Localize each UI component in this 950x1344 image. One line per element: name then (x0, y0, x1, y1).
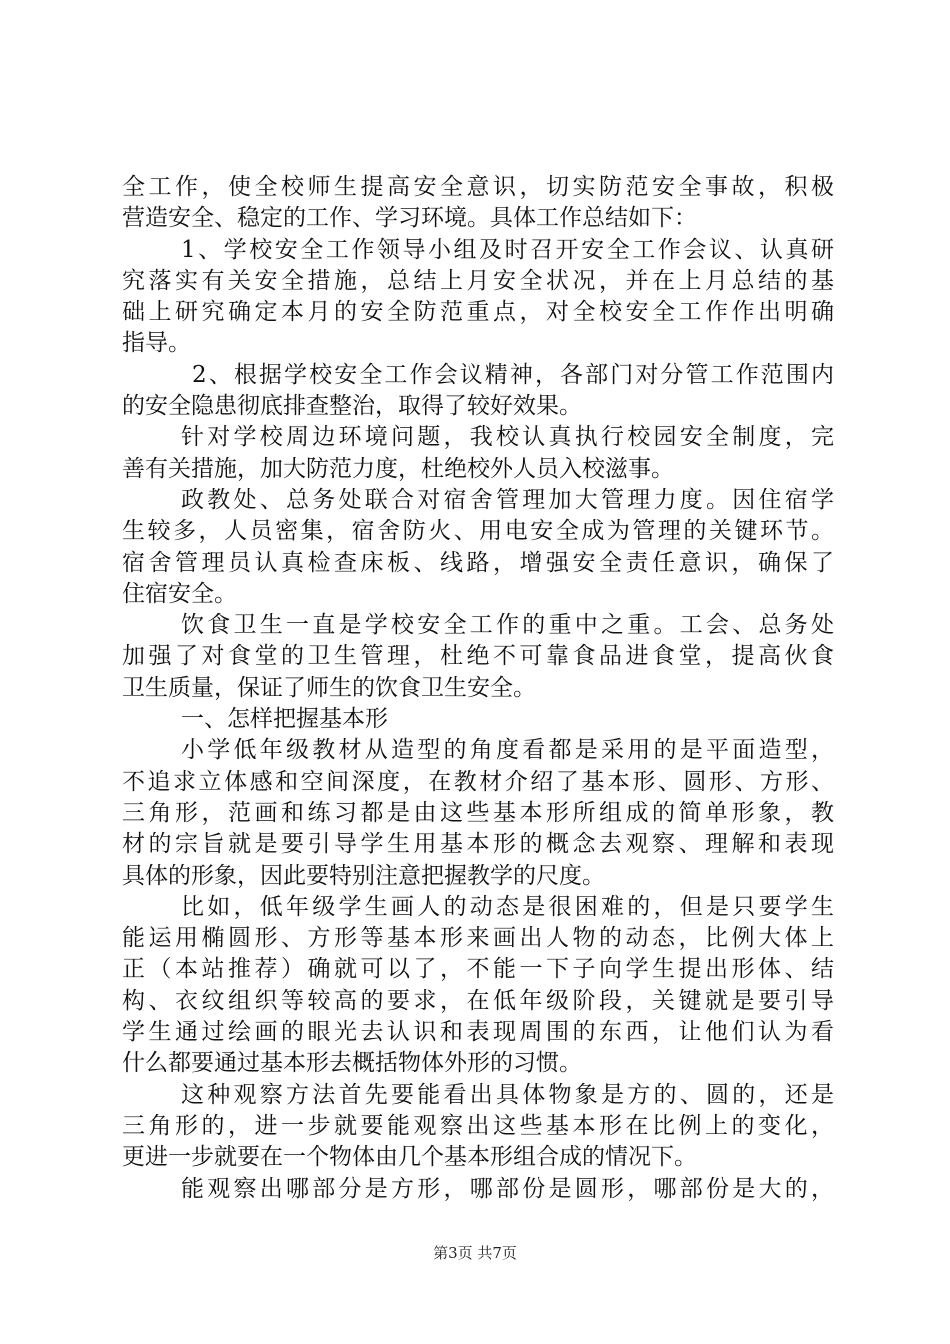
text-line: 这种观察方法首先要能看出具体物象是方的、圆的，还是 (181, 1081, 834, 1108)
text-line: 营造安全、稳定的工作、学习环境。具体工作总结如下： (122, 205, 697, 232)
text-line: 的安全隐患彻底排查整治，取得了较好效果。 (122, 393, 582, 420)
text-line: 能运用椭圆形、方形等基本形来画出人物的动态，比例大体上 (122, 925, 834, 952)
text-line: 础上研究确定本月的安全防范重点，对全校安全工作作出明确 (122, 299, 834, 326)
text-line: 小学低年级教材从造型的角度看都是采用的是平面造型， (181, 737, 834, 764)
text-line: 政教处、总务处联合对宿舍管理加大管理力度。因住宿学 (181, 486, 834, 513)
text-line: 三角形的，进一步就要能观察出这些基本形在比例上的变化， (122, 1112, 834, 1139)
text-line: 学生通过绘画的眼光去认识和表现周围的东西，让他们认为看 (122, 1019, 834, 1046)
section-heading: 一、怎样把握基本形 (181, 706, 388, 733)
text-line: 加强了对食堂的卫生管理，杜绝不可靠食品进食堂，提高伙食 (122, 643, 834, 670)
text-line: 宿舍管理员认真检查床板、线路，增强安全责任意识，确保了 (122, 549, 834, 576)
page-number-footer: 第3页 共7页 (433, 1244, 517, 1262)
text-line: 正（本站推荐）确就可以了，不能一下子向学生提出形体、结 (122, 956, 834, 983)
text-line: 善有关措施，加大防范力度，杜绝校外人员入校滋事。 (122, 455, 674, 482)
text-line: 构、衣纹组织等较高的要求，在低年级阶段，关键就是要引导 (122, 987, 834, 1014)
text-line: 比如，低年级学生画人的动态是很困难的，但是只要学生 (181, 893, 834, 920)
text-line: 针对学校周边环境问题，我校认真执行校园安全制度，完 (181, 424, 834, 451)
text-line: 2、根据学校安全工作会议精神，各部门对分管工作范围内 (192, 361, 834, 388)
text-line: 具体的形象，因此要特别注意把握教学的尺度。 (122, 862, 605, 889)
text-line: 三角形，范画和练习都是由这些基本形所组成的简单形象，教 (122, 799, 834, 826)
text-line: 什么都要通过基本形去概括物体外形的习惯。 (122, 1050, 582, 1077)
document-body (122, 172, 834, 1205)
text-line: 饮食卫生一直是学校安全工作的重中之重。工会、总务处 (181, 612, 834, 639)
text-line: 全工作，使全校师生提高安全意识，切实防范安全事故，积极 (122, 174, 834, 200)
text-line: 生较多，人员密集，宿舍防火、用电安全成为管理的关键环节。 (122, 518, 834, 545)
text-line: 能观察出哪部分是方形，哪部份是圆形，哪部份是大的， (181, 1175, 834, 1202)
text-line: 材的宗旨就是要引导学生用基本形的概念去观察、理解和表现 (122, 831, 834, 858)
text-line: 1、学校安全工作领导小组及时召开安全工作会议、认真研 (181, 236, 834, 263)
text-line: 究落实有关安全措施，总结上月安全状况，并在上月总结的基 (122, 267, 834, 294)
text-line: 指导。 (122, 330, 191, 357)
text-line: 卫生质量，保证了师生的饮食卫生安全。 (122, 674, 536, 701)
text-line: 更进一步就要在一个物体由几个基本形组合成的情况下。 (122, 1144, 697, 1171)
text-line: 不追求立体感和空间深度，在教材介绍了基本形、圆形、方形、 (122, 768, 834, 795)
text-line: 住宿安全。 (122, 580, 237, 607)
